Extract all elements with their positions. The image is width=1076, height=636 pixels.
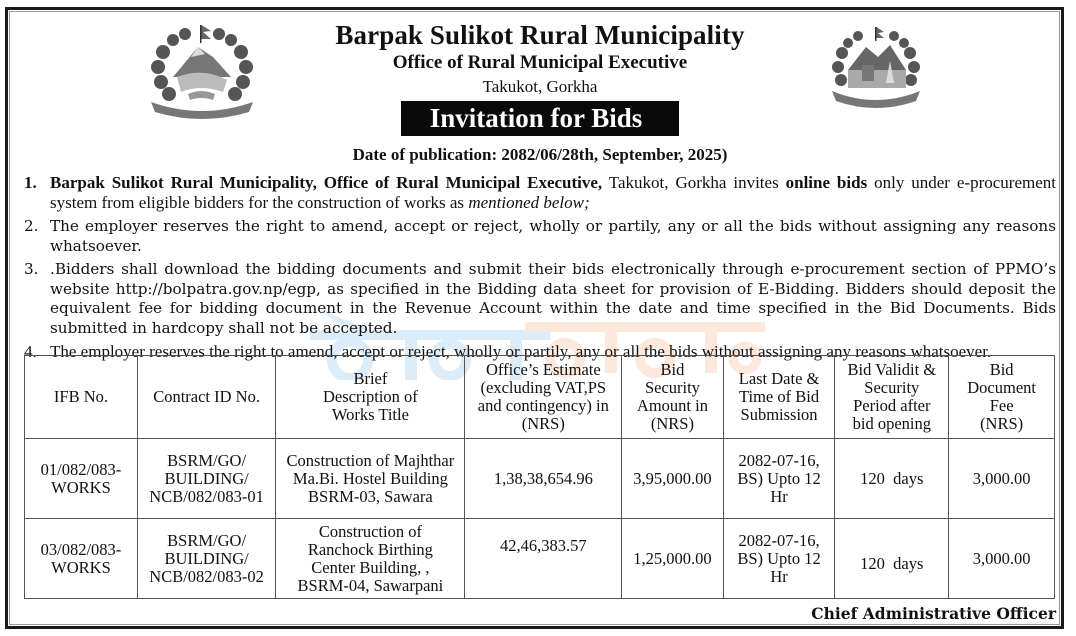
office-name: Office of Rural Municipal Executive: [392, 52, 688, 73]
letterhead: [300, 18, 780, 166]
clause-number: 4.: [24, 342, 37, 361]
signatory-title: Chief Administrative Officer: [811, 604, 1056, 623]
cell-ifb-no: 01/082/083-WORKS: [25, 439, 138, 519]
clause-text: The employer reserves the right to amend, accept or reject, wholly or partily, any or all the bids without assigning any reasons whatsoever.: [50, 217, 1056, 255]
cell-validity: 120 days: [835, 519, 949, 599]
cell-description: Construction of Ranchock Birthing Center Building, , BSRM-04, Sawarpani: [276, 519, 465, 599]
cell-last-date: 2082-07-16, BS) Upto 12 Hr: [723, 519, 835, 599]
clause-italic-tail: mentioned below;: [468, 193, 590, 212]
clause-1: [24, 173, 1056, 213]
notice-clauses: [24, 173, 1056, 366]
col-header-bid-security: Bid Security Amount in (NRS): [622, 356, 724, 439]
municipality-title: Barpak Sulikot Rural Municipality: [335, 20, 745, 50]
table-row: [25, 439, 1055, 519]
clause-bold-mid: online bids: [785, 173, 868, 192]
clause-text: The employer reserves the right to amend, accept or reject, wholly or partily, any or all the bids without assigning any reasons whatsoever.: [50, 342, 992, 361]
bids-table: [24, 355, 1055, 599]
col-header-validity: Bid Validit & Security Period after bid opening: [835, 356, 949, 439]
col-header-doc-fee: Bid Document Fee (NRS): [949, 356, 1055, 439]
cell-estimate: 1,38,38,654.96: [465, 439, 622, 519]
col-header-description: Brief Description of Works Title: [276, 356, 465, 439]
notice-banner: Invitation for Bids: [401, 101, 679, 136]
cell-last-date: 2082-07-16, BS) Upto 12 Hr: [723, 439, 835, 519]
cell-estimate: 42,46,383.57: [465, 519, 622, 599]
clause-number: 1.: [24, 173, 37, 192]
municipality-emblem-icon: [826, 25, 926, 113]
clause-3: [24, 260, 1056, 338]
cell-ifb-no: 03/082/083-WORKS: [25, 519, 138, 599]
cell-description: Construction of Majhthar Ma.Bi. Hostel Building BSRM-03, Sawara: [276, 439, 465, 519]
clause-text: .Bidders shall download the bidding documents and submit their bids electronically through e-procurement section of PPMO’s website http://bolpatra.gov.np/egp, as specified in the Bidding data sheet for provision of E-Bidding. Bidders should deposit the equivalent fee for bidding document in the Revenue Account within the date and time specified in the Bid Documents. Bids submitted in hardcopy shall not be accepted.: [50, 260, 1056, 337]
office-location: Takukot, Gorkha: [482, 77, 598, 96]
cell-doc-fee: 3,000.00: [949, 439, 1055, 519]
clause-text: [50, 173, 1056, 213]
cell-bid-security: 1,25,000.00: [622, 519, 724, 599]
clause-number: 2.: [24, 217, 39, 235]
col-header-last-date: Last Date & Time of Bid Submission: [723, 356, 835, 439]
cell-contract-id: BSRM/GO/ BUILDING/ NCB/082/083-01: [137, 439, 275, 519]
cell-validity: 120 days: [835, 439, 949, 519]
clause-2: [24, 217, 1056, 256]
clause-number: 3.: [24, 260, 39, 278]
col-header-ifb-no: IFB No.: [25, 356, 138, 439]
publication-date: Date of publication: 2082/06/28th, September, 2025): [352, 145, 728, 164]
table-header-row: [25, 356, 1055, 439]
clause-text-a: Takukot, Gorkha invites: [602, 173, 786, 192]
cell-contract-id: BSRM/GO/ BUILDING/ NCB/082/083-02: [137, 519, 275, 599]
nepal-emblem-icon: [143, 22, 261, 122]
col-header-estimate: Office’s Estimate (excluding VAT,PS and contingency) in (NRS): [465, 356, 622, 439]
col-header-contract-id: Contract ID No.: [137, 356, 275, 439]
cell-bid-security: 3,95,000.00: [622, 439, 724, 519]
table-row: [25, 519, 1055, 599]
clause-text-b: only under e-procurement system from eligible bidders for the construction of works as: [50, 173, 1056, 212]
cell-doc-fee: 3,000.00: [949, 519, 1055, 599]
clause-bold-lead: Barpak Sulikot Rural Municipality, Office of Rural Municipal Executive,: [50, 173, 603, 192]
